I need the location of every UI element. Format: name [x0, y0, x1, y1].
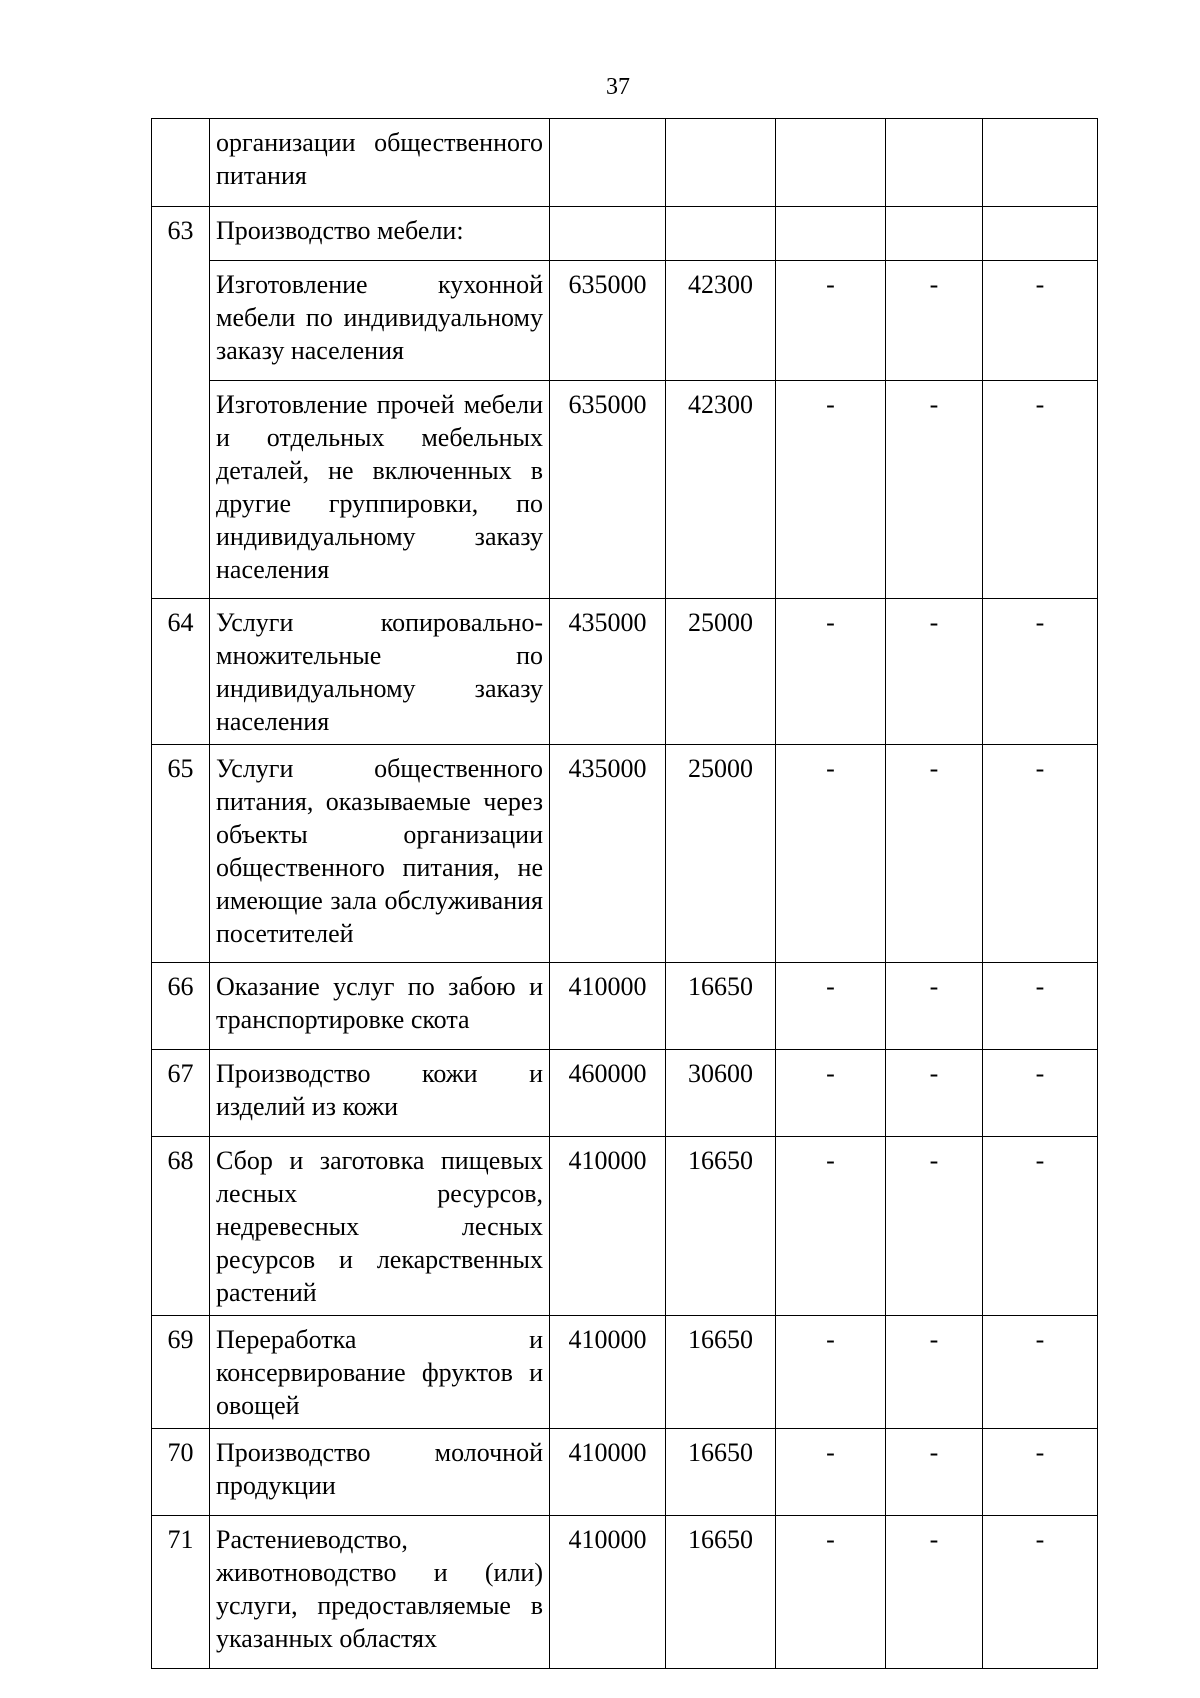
value-4: -: [886, 745, 983, 963]
value-1: 635000: [550, 261, 666, 381]
value-5: [983, 119, 1098, 207]
table-row: [152, 963, 1098, 1050]
value-4: -: [886, 963, 983, 1050]
value-4: [886, 119, 983, 207]
row-number: [152, 119, 210, 207]
value-4: -: [886, 1137, 983, 1316]
activity-name: Услуги общественного питания, оказываемые через объекты организации общественного питания, не имеющие зала обслуживания посетителей: [210, 745, 550, 963]
page-number: 37: [606, 74, 630, 100]
value-3: [776, 119, 886, 207]
value-3: -: [776, 1429, 886, 1516]
value-1: 410000: [550, 963, 666, 1050]
value-1: 410000: [550, 1316, 666, 1429]
value-1: [550, 119, 666, 207]
table-row: [152, 1050, 1098, 1137]
value-3: -: [776, 1137, 886, 1316]
row-number: 67: [152, 1050, 210, 1137]
table-row: [152, 1429, 1098, 1516]
table-row: [152, 119, 1098, 207]
value-2: 30600: [666, 1050, 776, 1137]
table-row: [152, 207, 1098, 261]
activity-name: Производство мебели:: [210, 207, 550, 261]
activity-name: Изготовление прочей мебели и отдельных мебельных деталей, не включенных в другие группировки, по индивидуальному заказу населения: [210, 381, 550, 599]
value-5: -: [983, 1137, 1098, 1316]
value-5: [983, 207, 1098, 261]
value-4: [886, 207, 983, 261]
activity-name: Сбор и заготовка пищевых лесных ресурсов, недревесных лесных ресурсов и лекарственных растений: [210, 1137, 550, 1316]
value-2: 16650: [666, 1516, 776, 1669]
value-1: 410000: [550, 1516, 666, 1669]
value-5: -: [983, 1429, 1098, 1516]
activity-name: Услуги копировально-множительные по индивидуальному заказу населения: [210, 599, 550, 745]
value-3: [776, 207, 886, 261]
value-5: -: [983, 745, 1098, 963]
value-4: -: [886, 1316, 983, 1429]
row-number: 64: [152, 599, 210, 745]
value-1: 635000: [550, 381, 666, 599]
value-3: -: [776, 381, 886, 599]
value-4: -: [886, 261, 983, 381]
value-5: -: [983, 963, 1098, 1050]
value-3: -: [776, 1516, 886, 1669]
value-4: -: [886, 1050, 983, 1137]
row-number: 71: [152, 1516, 210, 1669]
value-2: 16650: [666, 1429, 776, 1516]
value-3: -: [776, 1316, 886, 1429]
activity-name: Оказание услуг по забою и транспортировке скота: [210, 963, 550, 1050]
value-5: -: [983, 1316, 1098, 1429]
activity-name: Производство молочной продукции: [210, 1429, 550, 1516]
activity-name: Изготовление кухонной мебели по индивидуальному заказу населения: [210, 261, 550, 381]
value-2: 25000: [666, 745, 776, 963]
table-row: [152, 261, 1098, 381]
row-number: 69: [152, 1316, 210, 1429]
value-3: -: [776, 599, 886, 745]
value-3: -: [776, 261, 886, 381]
value-2: [666, 207, 776, 261]
value-5: -: [983, 599, 1098, 745]
activity-name: Растениеводство, животноводство и (или) услуги, предоставляемые в указанных областях: [210, 1516, 550, 1669]
table-row: [152, 1516, 1098, 1669]
value-1: 435000: [550, 599, 666, 745]
value-1: 410000: [550, 1429, 666, 1516]
value-5: -: [983, 381, 1098, 599]
value-1: [550, 207, 666, 261]
value-2: 25000: [666, 599, 776, 745]
table-row: [152, 599, 1098, 745]
value-3: -: [776, 1050, 886, 1137]
value-1: 460000: [550, 1050, 666, 1137]
value-4: -: [886, 381, 983, 599]
value-2: 16650: [666, 1316, 776, 1429]
table-row: [152, 1316, 1098, 1429]
value-2: 16650: [666, 963, 776, 1050]
activity-name: Переработка и консервирование фруктов и овощей: [210, 1316, 550, 1429]
value-5: -: [983, 1050, 1098, 1137]
value-5: -: [983, 261, 1098, 381]
table-row: [152, 745, 1098, 963]
value-5: -: [983, 1516, 1098, 1669]
activity-name: организации общественного питания: [210, 119, 550, 207]
table-row: [152, 381, 1098, 599]
row-number: 70: [152, 1429, 210, 1516]
value-4: -: [886, 1429, 983, 1516]
table-row: [152, 1137, 1098, 1316]
value-1: 435000: [550, 745, 666, 963]
row-number: 66: [152, 963, 210, 1050]
value-2: [666, 119, 776, 207]
value-4: -: [886, 599, 983, 745]
value-2: 42300: [666, 261, 776, 381]
activity-name: Производство кожи и изделий из кожи: [210, 1050, 550, 1137]
row-number: 68: [152, 1137, 210, 1316]
tariff-table: [151, 118, 1098, 1669]
row-number: 63: [152, 207, 210, 599]
value-3: -: [776, 745, 886, 963]
value-2: 16650: [666, 1137, 776, 1316]
value-2: 42300: [666, 381, 776, 599]
value-3: -: [776, 963, 886, 1050]
row-number: 65: [152, 745, 210, 963]
value-4: -: [886, 1516, 983, 1669]
value-1: 410000: [550, 1137, 666, 1316]
